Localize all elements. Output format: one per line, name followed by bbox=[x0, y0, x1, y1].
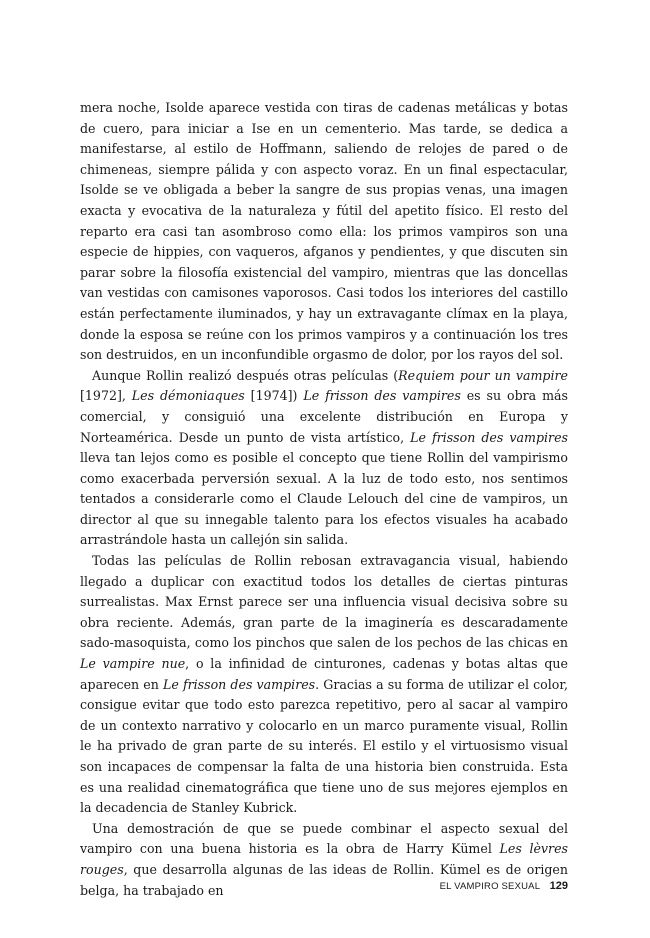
page-number: 129 bbox=[549, 880, 568, 892]
running-title: EL VAMPIRO SEXUAL bbox=[439, 881, 541, 892]
text-run: , que desarrolla algunas de las ideas de Rollin. Kümel es de origen belga, ha trabajado en bbox=[80, 861, 568, 898]
italic-title: Le vampire nue bbox=[80, 656, 186, 672]
text-run: lleva tan lejos como es posible el concepto que tiene Rollin del vampirismo como exacerbada perversión sexual. A la luz de todo esto, nos sentimos tentados a considerarle como el Claude Lelouch del cine de vampiros, un director al que su innegable talento para los efectos visuales ha acabado arrastrándole hasta un callejón sin salida. bbox=[80, 450, 568, 548]
body-text bbox=[80, 98, 568, 901]
italic-title: Le frisson des vampires bbox=[410, 429, 568, 445]
italic-title: Les lèvres rouges bbox=[80, 841, 568, 877]
text-run: [1972], bbox=[80, 388, 132, 404]
text-run: Una demostración de que se puede combinar el aspecto sexual del vampiro con una buena historia es la obra de Harry Kümel bbox=[80, 820, 568, 857]
italic-title: Le frisson des vampires bbox=[303, 388, 461, 404]
paragraph bbox=[80, 366, 568, 551]
text-run: es su obra más comercial, y consiguió una excelente distribución en Europa y Norteamérica. Desde un punto de vista artístico, bbox=[80, 388, 569, 445]
running-footer bbox=[440, 876, 568, 894]
text-run: , o la infinidad de cinturones, cadenas y botas altas que aparecen en bbox=[80, 656, 568, 692]
text-run: [1974]) bbox=[244, 388, 304, 404]
text-run: mera noche, Isolde aparece vestida con tiras de cadenas metálicas y botas de cuero, para iniciar a Ise en un cementerio. Mas tarde, se dedica a manifestarse, al estilo de Hoffmann, saliendo de relojes de pared o de chimeneas, siempre pálida y con aspecto voraz. En un final espectacular, Isolde se ve obligada a beber la sangre de sus propias venas, una imagen exacta y evocativa de la naturaleza y fútil del apetito físico. El resto del reparto era casi tan asombroso como ella: los primos vampiros son una especie de hippies, con vaqueros, afganos y pendientes, y que discuten sin parar sobre la filosofía existencial del vampiro, mientras que las doncellas van vestidas con camisones vaporosos. Casi todos los interiores del castillo están perfectamente iluminados, y hay un extravagante clímax en la playa, donde la esposa se reúne con los primos vampiros y a continuación los tres son destruidos, en un inconfundible orgasmo de dolor, por los rayos del sol. bbox=[80, 100, 568, 363]
italic-title: Le frisson des vampires bbox=[163, 676, 316, 692]
italic-title: Les démoniaques bbox=[131, 388, 245, 404]
italic-title: Requiem pour un vampire bbox=[398, 367, 568, 383]
text-run: Aunque Rollin realizó después otras películas ( bbox=[92, 367, 399, 383]
text-run: Todas las películas de Rollin rebosan extravagancia visual, habiendo llegado a duplicar con exactitud todos los detalles de ciertas pinturas surrealistas. Max Ernst parece ser una influencia visual decisiva sobre su obra reciente. Además, gran parte de la imaginería es descaradamente sado-masoquista, como los pinchos que salen de los pechos de las chicas en bbox=[80, 553, 568, 651]
paragraph bbox=[80, 551, 568, 819]
paragraph bbox=[80, 98, 568, 366]
text-run: . Gracias a su forma de utilizar el color, consigue evitar que todo esto parezca repetitivo, pero al sacar al vampiro de un contexto narrativo y colocarlo en un marco puramente visual, Rollin le ha privado de gran parte de su interés. El estilo y el virtuosismo visual son incapaces de compensar la falta de una historia bien construida. Esta es una realidad cinematográfica que tiene uno de sus mejores ejemplos en la decadencia de Stanley Kubrick. bbox=[80, 676, 568, 816]
